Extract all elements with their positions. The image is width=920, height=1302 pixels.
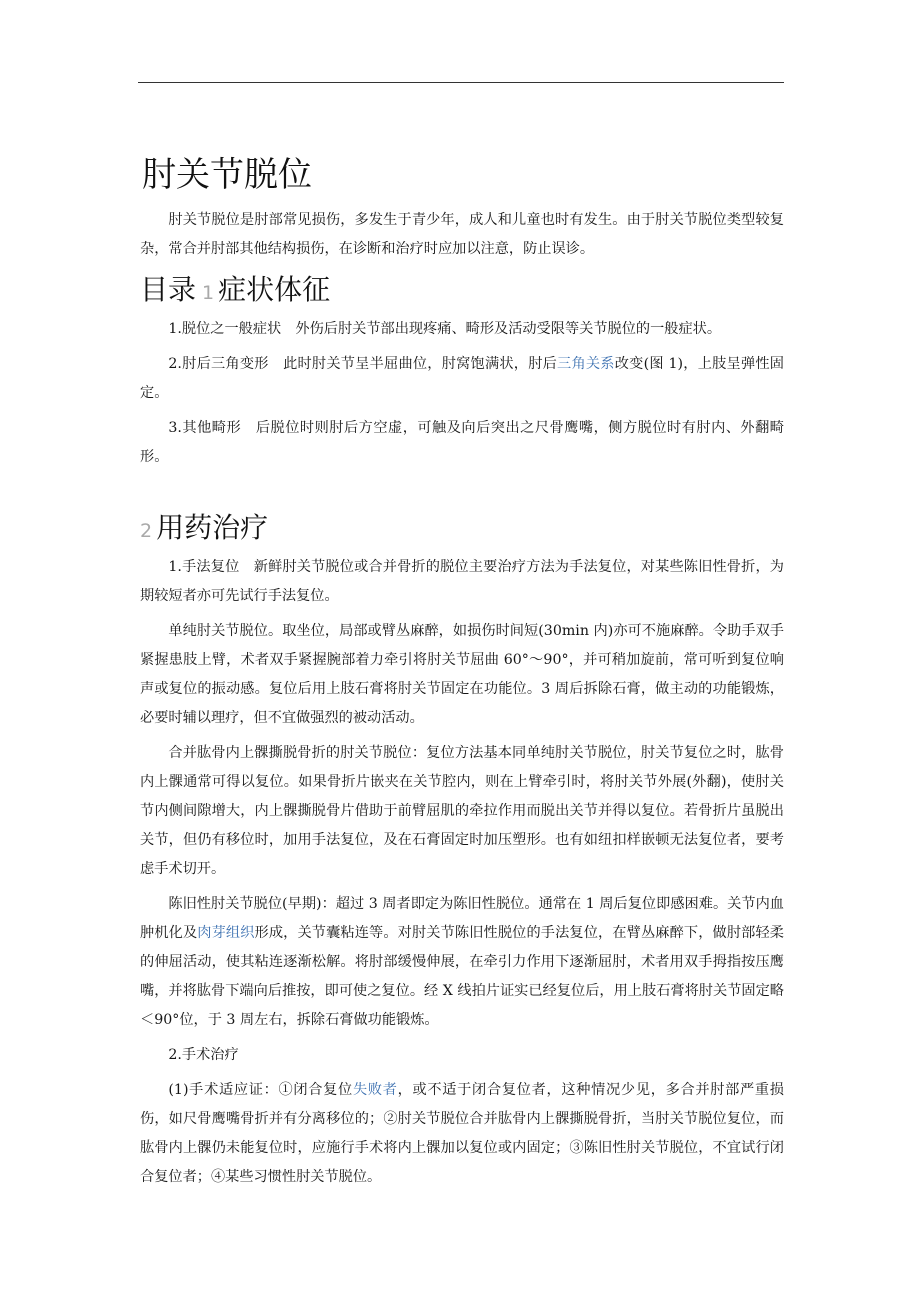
paragraph: 合并肱骨内上髁撕脱骨折的肘关节脱位：复位方法基本同单纯肘关节脱位，肘关节复位之时，肱骨内上髁通常可得以复位。如果骨折片嵌夹在关节腔内，则在上臂牵引时，将肘关节外展(外翻)，使肘关节内侧间隙增大，内上髁撕脱骨片借助于前臂屈肌的牵拉作用而脱出关节并得以复位。若骨折片虽脱出关节，但仍有移位时，加用手法复位，及在石膏固定时加压塑形。也有如纽扣样嵌顿无法复位者，要考虑手术切开。 [140,745,784,877]
page-title: 肘关节脱位 [142,155,312,195]
section-number: 2 [140,520,153,542]
paragraph: 3.其他畸形 后脱位时则肘后方空虚，可触及向后突出之尺骨鹰嘴，侧方脱位时有肘内、外翻畸形。 [140,420,784,465]
toc-label[interactable]: 目录 [140,273,197,306]
section-title: 症状体征 [218,273,331,306]
paragraph: 陈旧性肘关节脱位(早期)：超过 3 周者即定为陈旧性脱位。通常在 1 周后复位即感困难。关节内血肿机化及肉芽组织形成，关节囊粘连等。对肘关节陈旧性脱位的手法复位，在臂丛麻醉下，做肘部轻柔的伸屈活动，使其粘连逐渐松解。将肘部缓慢伸展，在牵引力作用下逐渐屈肘，术者用双手拇指按压鹰嘴，并将肱骨下端向后推按，即可使之复位。经 X 线拍片证实已经复位后，用上肢石膏将肘关节固定略＜90°位，于 3 周左右，拆除石膏做功能锻炼。 [140,896,784,1028]
document-content [140,150,784,1192]
paragraph: 2.肘后三角变形 此时肘关节呈半屈曲位，肘窝饱满状，肘后三角关系改变(图 1)，上肢呈弹性固定。 [140,356,784,401]
section-heading-symptoms [140,268,784,315]
link-granulation-tissue[interactable]: 肉芽组织 [197,925,255,941]
paragraph: 单纯肘关节脱位。取坐位，局部或臂丛麻醉，如损伤时间短(30min 内)亦可不施麻醉。令助手双手紧握患肢上臂，术者双手紧握腕部着力牵引将肘关节屈曲 60°～90°，并可稍加旋前，常可听到复位响声或复位的振动感。复位后用上肢石膏将肘关节固定在功能位。3 周后拆除石膏，做主动的功能锻炼，必要时辅以理疗，但不宜做强烈的被动活动。 [140,623,784,726]
paragraph: 1.脱位之一般症状 外伤后肘关节部出现疼痛、畸形及活动受限等关节脱位的一般症状。 [168,321,722,337]
section-number: 1 [202,282,215,304]
paragraph: 2.手术治疗 [168,1047,239,1063]
section-title: 用药治疗 [156,511,269,544]
paragraph: 1.手法复位 新鲜肘关节脱位或合并骨折的脱位主要治疗方法为手法复位，对某些陈旧性骨折，为期较短者亦可先试行手法复位。 [140,559,784,604]
intro-paragraph: 肘关节脱位是肘部常见损伤，多发生于青少年，成人和儿童也时有发生。由于肘关节脱位类型较复杂，常合并肘部其他结构损伤，在诊断和治疗时应加以注意，防止误诊。 [140,212,784,257]
link-triangle-relation[interactable]: 三角关系 [557,356,615,372]
section-heading-treatment [140,506,784,553]
header-rule [138,82,784,83]
paragraph: (1)手术适应证：①闭合复位失败者，或不适于闭合复位者，这种情况少见，多合并肘部严重损伤，如尺骨鹰嘴骨折并有分离移位的；②肘关节脱位合并肱骨内上髁撕脱骨折，当肘关节脱位复位，而肱骨内上髁仍未能复位时，应施行手术将内上髁加以复位或内固定；③陈旧性肘关节脱位，不宜试行闭合复位者；④某些习惯性肘关节脱位。 [140,1082,784,1185]
link-failure[interactable]: 失败者 [352,1082,398,1098]
